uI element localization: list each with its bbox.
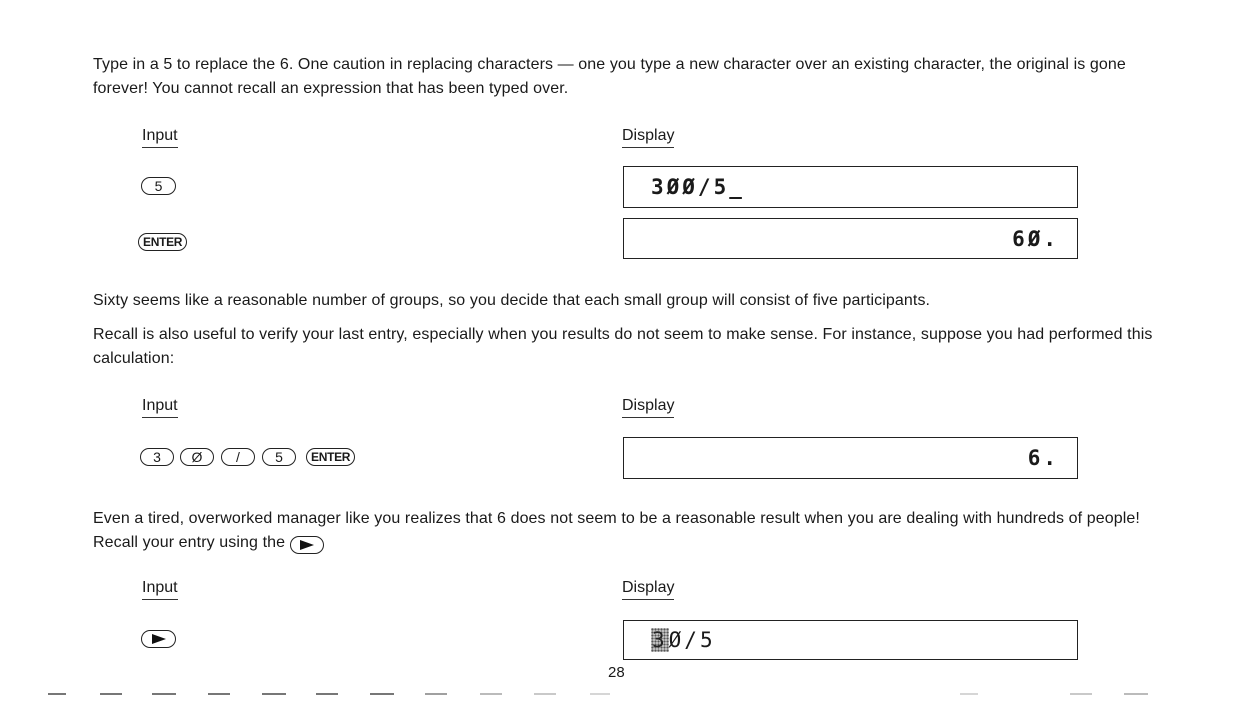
scan-artifact bbox=[480, 693, 502, 695]
scan-artifact bbox=[100, 693, 122, 695]
paragraph-tired-manager bbox=[93, 507, 1153, 555]
right-arrow-key-icon bbox=[300, 540, 314, 550]
paragraph-sixty-groups: Sixty seems like a reasonable number of groups, so you decide that each small group will consist of five participants. bbox=[93, 292, 931, 309]
key-enter[interactable]: ENTER bbox=[138, 233, 187, 251]
scan-artifact bbox=[208, 693, 230, 695]
paragraph-text: Even a tired, overworked manager like you realizes that 6 does not seem to be a reasonable result when you are dealing with hundreds of people! Recall your entry using the bbox=[93, 510, 1140, 551]
calculator-display: 6Ø. bbox=[623, 218, 1078, 259]
scan-artifact bbox=[48, 693, 66, 695]
calculator-display bbox=[623, 620, 1078, 660]
scan-artifact bbox=[316, 693, 338, 695]
scan-artifact bbox=[425, 693, 447, 695]
right-arrow-key[interactable] bbox=[141, 630, 176, 648]
scan-artifact bbox=[534, 693, 556, 695]
input-heading-1: Input bbox=[142, 126, 178, 148]
key-3[interactable]: 3 bbox=[140, 448, 174, 466]
scan-artifact bbox=[1070, 693, 1092, 695]
scan-artifact bbox=[590, 693, 610, 695]
key-zero[interactable]: Ø bbox=[180, 448, 214, 466]
input-heading-2: Input bbox=[142, 396, 178, 418]
calculator-display: 3ØØ/5_ bbox=[623, 166, 1078, 208]
display-heading-2: Display bbox=[622, 396, 674, 418]
display-heading-3: Display bbox=[622, 578, 674, 600]
display-rest: Ø/5 bbox=[668, 628, 716, 652]
scan-artifact bbox=[152, 693, 176, 695]
scan-artifact bbox=[370, 693, 394, 695]
page-number: 28 bbox=[608, 664, 625, 681]
scan-artifact bbox=[960, 693, 978, 695]
right-arrow-key-icon bbox=[152, 634, 166, 644]
paragraph-replace-caution: Type in a 5 to replace the 6. One caution in replacing characters — one you type a new character over an existing character, the original is gone forever! You cannot recall an expression that has been typed over. bbox=[93, 56, 1126, 97]
paragraph-recall-verify: Recall is also useful to verify your last entry, especially when you results do not seem to make sense. For instance, suppose you had performed this calculation: bbox=[93, 326, 1153, 367]
key-enter[interactable]: ENTER bbox=[306, 448, 355, 466]
display-heading-1: Display bbox=[622, 126, 674, 148]
key-divide[interactable]: / bbox=[221, 448, 255, 466]
scan-artifact bbox=[262, 693, 286, 695]
scan-artifact bbox=[1124, 693, 1148, 695]
right-arrow-key[interactable] bbox=[290, 536, 324, 554]
input-heading-3: Input bbox=[142, 578, 178, 600]
key-5[interactable]: 5 bbox=[141, 177, 176, 195]
calculator-display: 6. bbox=[623, 437, 1078, 479]
cursor-char: 3 bbox=[652, 628, 668, 652]
key-5[interactable]: 5 bbox=[262, 448, 296, 466]
